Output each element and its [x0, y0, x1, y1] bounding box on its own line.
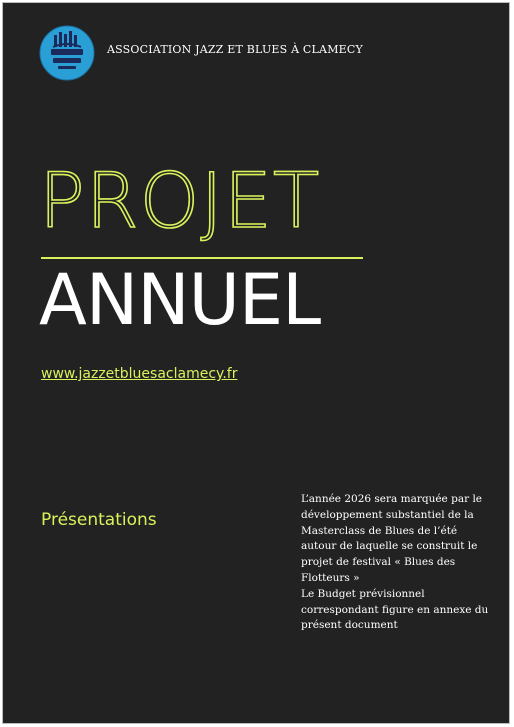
- jazz-and-blues-logo-icon: [39, 25, 95, 81]
- organization-name: ASSOCIATION JAZZ ET BLUES À CLAMECY: [107, 43, 363, 56]
- presentation-paragraph-2: Le Budget prévisionnel correspondant figure en annexe du présent document: [301, 587, 489, 632]
- presentation-text: [301, 492, 491, 634]
- section-heading: Présentations: [41, 510, 157, 530]
- document-page: [2, 2, 510, 724]
- title-projet: PROJET: [39, 156, 321, 245]
- title-annuel: ANNUEL: [39, 259, 321, 341]
- presentation-paragraph-1: L’année 2026 sera marquée par le développement substantiel de la Masterclass de Blues de l’été autour de laquelle se construit le projet de festival « Blues des Flotteurs »: [301, 493, 483, 584]
- website-link[interactable]: www.jazzetbluesaclamecy.fr: [41, 366, 238, 382]
